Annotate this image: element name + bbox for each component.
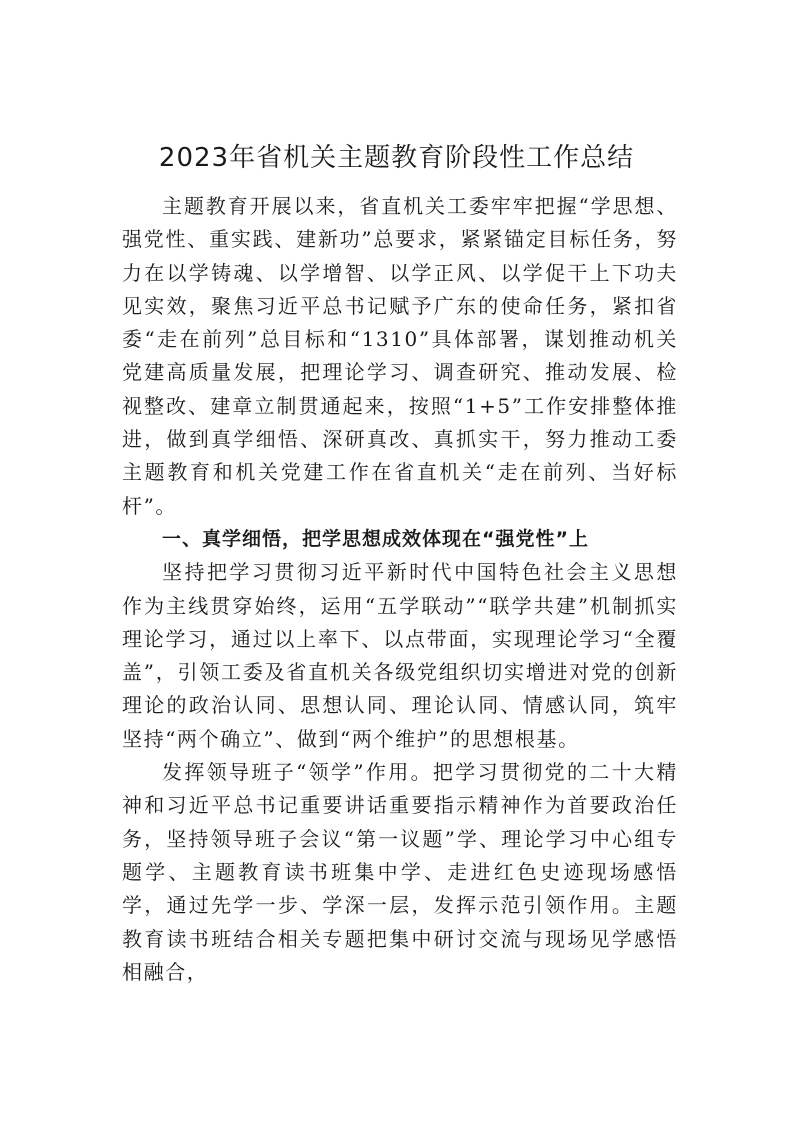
section-heading: 一、真学细悟，把学思想成效体现在“强党性”上 [162, 527, 589, 550]
intro-paragraph: 主题教育开展以来，省直机关工委牢牢把握“学思想、强党性、重实践、建新功”总要求，紧紧锚定目标任务，努力在以学铸魂、以学增智、以学正风、以学促干上下功夫见实效，聚焦习近平总书记赋予广东的使命任务，紧扣省委“走在前列”总目标和“1310”具体部署，谋划推动机关党建高质量发展，把理论学习、调查研究、推动发展、检视整改、建章立制贯通起来，按照“1+5”工作安排整体推进，做到真学细悟、深研真改、真抓实干，努力推动工委主题教育和机关党建工作在省直机关“走在前列、当好标杆”。 [122, 194, 678, 518]
document-body [122, 190, 678, 989]
body-paragraph: 发挥领导班子“领学”作用。把学习贯彻党的二十大精神和习近平总书记重要讲话重要指示精神作为首要政治任务，坚持领导班子会议“第一议题”学、理论学习中心组专题学、主题教育读书班集中学、走进红色史迹现场感悟学，通过先学一步、学深一层，发挥示范引领作用。主题教育读书班结合相关专题把集中研讨交流与现场见学感悟相融合， [122, 760, 678, 984]
body-paragraph: 坚持把学习贯彻习近平新时代中国特色社会主义思想作为主线贯穿始终，运用“五学联动”“联学共建”机制抓实理论学习，通过以上率下、以点带面，实现理论学习“全覆盖”，引领工委及省直机关各级党组织切实增进对党的创新理论的政治认同、思想认同、理论认同、情感认同，筑牢坚持“两个确立”、做到“两个维护”的思想根基。 [122, 560, 678, 751]
document-title: 2023年省机关主题教育阶段性工作总结 [158, 143, 635, 173]
